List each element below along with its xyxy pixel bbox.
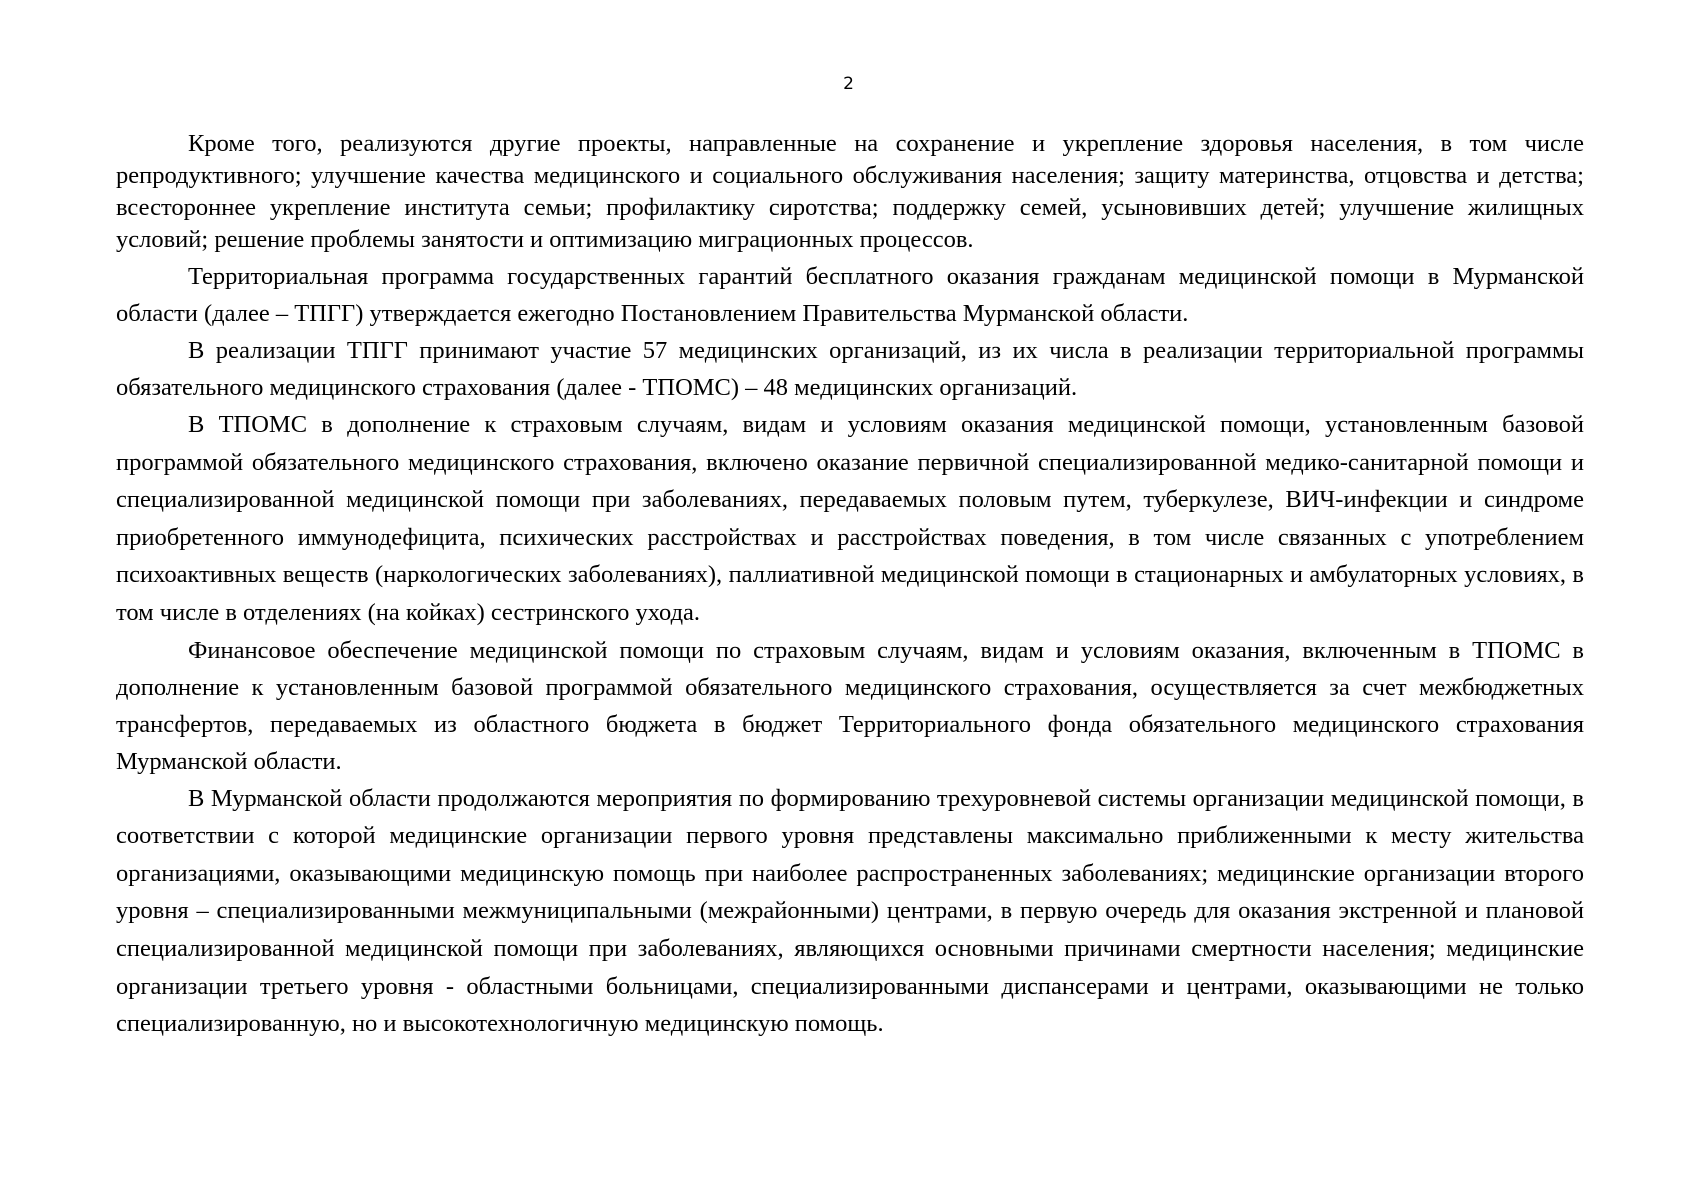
paragraph-tpgg-participants: В реализации ТПГГ принимают участие 57 медицинских организаций, из их числа в реализации территориальной программы обязательного медицинского страхования (далее - ТПОМС) – 48 медицинских организаций. (116, 337, 1584, 401)
paragraph-tpoms-scope: В ТПОМС в дополнение к страховым случаям, видам и условиям оказания медицинской помощи, установленным базовой программой обязательного медицинского страхования, включено оказание первичной специализированной медико-санитарной помощи и специализированной медицинской помощи при заболеваниях, передаваемых половым путем, туберкулезе, ВИЧ-инфекции и синдроме приобретенного иммунодефицита, психических расстройствах и расстройствах поведения, в том числе связанных с употреблением психоактивных веществ (наркологических заболеваниях), паллиативной медицинской помощи в стационарных и амбулаторных условиях, в том числе в отделениях (на койках) сестринского ухода. (116, 411, 1584, 626)
paragraph-three-level-system: В Мурманской области продолжаются мероприятия по формированию трехуровневой системы организации медицинской помощи, в соответствии с которой медицинские организации первого уровня представлены максимально приближенными к месту жительства организациями, оказывающими медицинскую помощь при наиболее распространенных заболеваниях; медицинские организации второго уровня – специализированными межмуниципальными (межрайонными) центрами, в первую очередь для оказания экстренной и плановой специализированной медицинской помощи при заболеваниях, являющихся основными причинами смертности населения; медицинские организации третьего уровня - областными больницами, специализированными диспансерами и центрами, оказывающими не только специализированную, но и высокотехнологичную медицинскую помощь. (116, 784, 1584, 1038)
paragraph-financing: Финансовое обеспечение медицинской помощи по страховым случаям, видам и условиям оказания, включенным в ТПОМС в дополнение к установленным базовой программой обязательного медицинского страхования, осуществляется за счет межбюджетных трансфертов, передаваемых из областного бюджета в бюджет Территориального фонда обязательного медицинского страхования Мурманской области. (116, 636, 1584, 775)
document-body (116, 128, 1584, 1043)
paragraph-other-projects: Кроме того, реализуются другие проекты, направленные на сохранение и укрепление здоровья населения, в том числе репродуктивного; улучшение качества медицинского и социального обслуживания населения; защиту материнства, отцовства и детства; всестороннее укрепление института семьи; профилактику сиротства; поддержку семей, усыновивших детей; улучшение жилищных условий; решение проблемы занятости и оптимизацию миграционных процессов. (116, 130, 1584, 253)
page-number: 2 (843, 74, 854, 94)
paragraph-tpgg-program: Территориальная программа государственных гарантий бесплатного оказания гражданам медицинской помощи в Мурманской области (далее – ТПГГ) утверждается ежегодно Постановлением Правительства Мурманской области. (116, 263, 1584, 327)
